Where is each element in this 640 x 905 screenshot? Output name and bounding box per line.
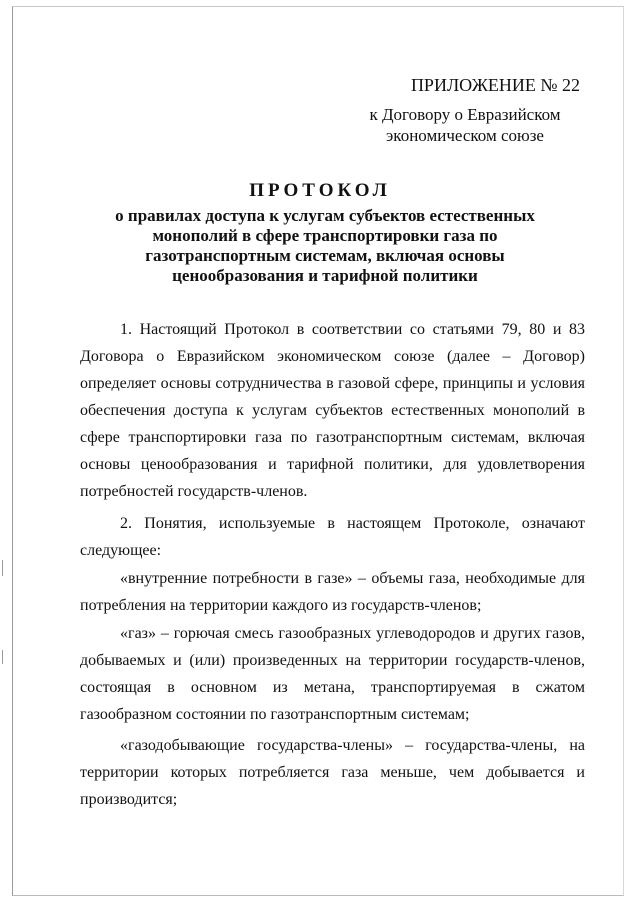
paragraph-2: 2. Понятия, используемые в настоящем Протоколе, означают следующее: — [80, 515, 585, 559]
definition-internal-needs: «внутренние потребности в газе» – объемы газа, необходимые для потребления на территории каждого из государств-членов; — [80, 570, 585, 614]
annex-reference-line-1: к Договору о Евразийском — [369, 105, 561, 124]
scan-edge-mark — [2, 650, 3, 664]
annex-number: ПРИЛОЖЕНИЕ № 22 — [410, 75, 580, 95]
definition-gas: «газ» – горючая смесь газообразных углеводородов и других газов, добываемых и (или) произведенных на территории государств-членов, состоящая в основном из метана, транспортируемая в сжатом газообразном состоянии по газотранспортным системам; — [80, 625, 585, 723]
annex-reference — [350, 104, 580, 146]
scan-edge-mark — [2, 560, 3, 576]
document-title: ПРОТОКОЛ — [249, 180, 391, 201]
definition-gas-producing-states: «газодобывающие государства-члены» – государства-члены, на территории которых потребляется газа меньше, чем добывается и производится; — [80, 737, 585, 808]
annex-reference-line-2: экономическом союзе — [386, 126, 544, 145]
document-subtitle: о правилах доступа к услугам субъектов естественных монополий в сфере транспортировки газа по газотранспортным системам, включая основы ценообразования и тарифной политики — [115, 206, 535, 285]
paragraph-1: 1. Настоящий Протокол в соответствии со статьями 79, 80 и 83 Договора о Евразийском экономическом союзе (далее – Договор) определяет основы сотрудничества в газовой сфере, принципы и условия обеспечения доступа к услугам субъектов естественных монополий в сфере транспортировки газа по газотранспортным системам, включая основы ценообразования и тарифной политики, для удовлетворения потребностей государств-членов. — [80, 321, 585, 500]
